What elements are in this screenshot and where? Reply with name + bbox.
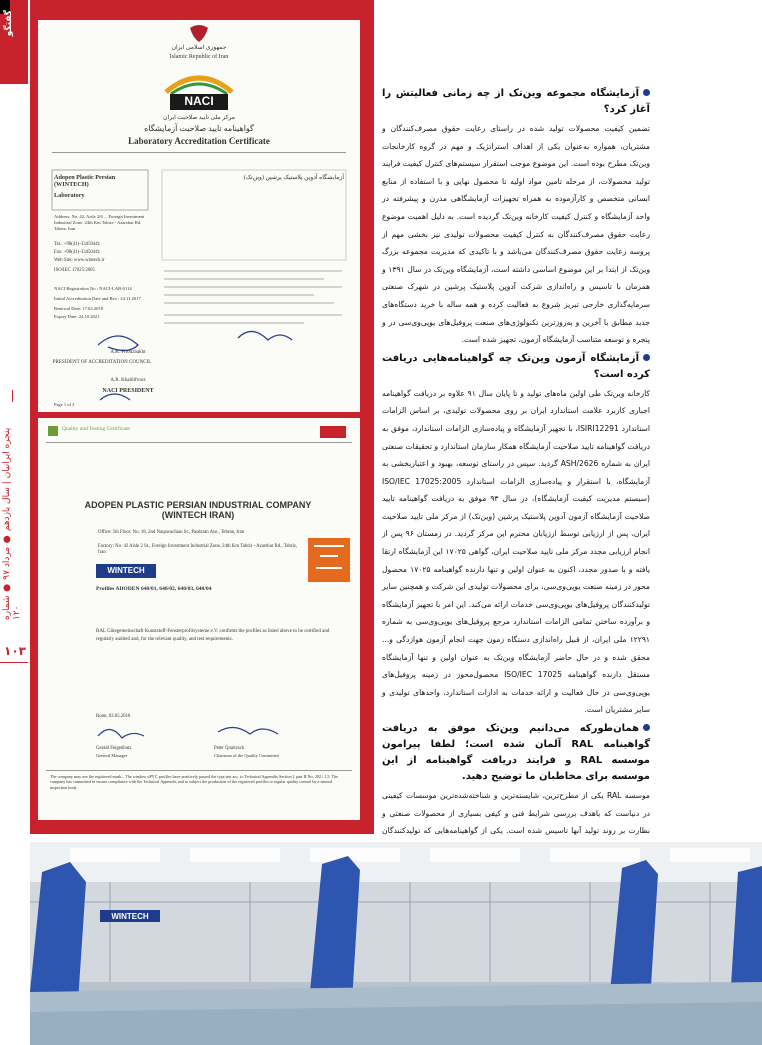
cert2-sig-left: Gerald Feigenbutz (96, 746, 132, 751)
ral-seal-icon (308, 538, 350, 582)
cert1-signer1: A.K. Firouzbakht (110, 350, 146, 355)
cert2-date: Bonn, 02.05.2018 (96, 714, 131, 719)
naci-certificate (38, 20, 360, 412)
naci-logo-text: NACI (184, 94, 214, 108)
cert2-sig-right-role: Chairman of the Quality Committee (214, 753, 279, 758)
cert1-renewal: Renewal Date: 17.02.2018 (54, 306, 103, 311)
cert1-reg-no: NACI Registration No.: NACI-LAB-0114 (54, 286, 132, 291)
cert1-faint-line (164, 270, 342, 272)
ral-logo-icon (48, 426, 58, 436)
section-tab (0, 0, 28, 84)
cert2-office: Office: 5th Floor, No. 18, 2nd Naqawachian St., Pasdaran Ave., Tehran, Iran (98, 530, 245, 535)
cert1-faint-line (164, 286, 342, 288)
cert2-footer: The company may use the registered mark... The window uPVC profiles have positively passed the type test acc. to Technical Appendix Section I, part II No. 202 / 1.5. The company has committed to ensure compliance with the Technical Appendix and to subject the production of the registered profiles to regular quality control by a neutral inspection body. (50, 774, 338, 790)
wintech-sign-text: WINTECH (111, 912, 149, 921)
cert1-rule (52, 152, 346, 153)
question-3 (382, 721, 650, 785)
bullet-icon (643, 89, 650, 96)
answer-3: موسسه RAL یکی از مطرح‌ترین، شایسته‌ترین و شناخته‌شده‌ترین موسسات کیفیتی در دنیاست که باهدف بررسی شرایط فنی و کیفی بسیاری از محصولات صنعتی و نظارت بر روند تولید آنها تاسیس شده است. یکی از گواهینامه‌هایی که تولیدکنندگان (382, 791, 650, 836)
lab-box-fa (162, 170, 346, 260)
bullet-icon (643, 354, 650, 361)
answer-1: تضمین کیفیت محصولات تولید شده در راستای رعایت حقوق مصرف‌کنندگان و مشتریان، همواره به‌عنوان یکی از اهداف استراتژیک و مهم در گروه کارخانجات وین‌تک مطرح بوده است. این موضوع موجب استقرار سیستم‌های کنترل کیفیت فرایند تولید محصولات، از مرحله تامین مواد اولیه تا محصول نهایی و با استفاده از منابع انسانی متخصص و کارآزموده به همراه تجهیزات آزمایشگاهی مدرن و پیشرفته در واحد آزمایشگاه و کنترل کیفیت کارخانه وین‌تک گردیده است. به دلیل اهمیت موضوع رعایت حقوق مصرف‌کنندگان به کنترل کیفیت محصولات تولیدی نیز بخشی مهم از پروسه رعایت حقوق مصرف‌کنندگان می‌باشد و با تاکیدی که مدیریت مجموعه بزرگ وین‌تک از ابتدا بر این موضوع اساسی داشته است، آزمایشگاه وین‌تک در سال ۱۳۹۱ و همزمان با تاسیس و راه‌اندازی شرکت آدوپن پلاستیک پرشین در شهرک صنعتی سرمایه‌گذاری خارجی تبریز شروع به فعالیت کرده و همه ساله با خرید دستگاه‌های جدید مطابق با آخرین و به‌روزترین تکنولوژی‌های صنعت پروفیل‌های یوپی‌وی‌سی در و پنجره و توسعه متناسب آزمایشگاه آزمون، تجهیز شده است. (382, 124, 650, 345)
cert1-lab-name: Adopen Plastic Persian (WINTECH) (54, 174, 116, 188)
cert1-lab-word: Laboratory (54, 192, 85, 199)
signature-2 (238, 331, 292, 340)
certificates-panel (30, 0, 374, 834)
cert2-rule (46, 442, 352, 443)
divider (12, 390, 13, 402)
cert1-initial-date: Initial Accreditation Date and Rev.: 24.11.2017 (54, 296, 141, 301)
cert1-lab-name-fa: آزمایشگاه آدوپن پلاستیک پرشین (وین‌تک) (243, 175, 344, 181)
section-tag: گفتگو (4, 10, 14, 37)
cert2-factory: Factory: No. 42 Aisle 2 St., Foreign Investment Industrial Zone, 24th Km Tabriz - Azarshar Rd., Tabriz, Iran (98, 544, 298, 555)
cert1-faint-line (164, 294, 314, 296)
signature-3 (100, 394, 130, 400)
cert2-brand: WINTECH (107, 566, 145, 575)
cert1-fax: Fax: +98(41)-33450441 (54, 250, 101, 255)
cert2-sig-right: Peter Quaitzsch (214, 746, 245, 751)
cert1-title-fa: گواهینامه تایید صلاحیت آزمایشگاه (144, 124, 254, 133)
cert1-signer2: A.R. Khalilifrooz (110, 378, 146, 383)
cert1-faint-line (164, 314, 342, 316)
question-1 (382, 86, 650, 118)
cert1-republic-fa: جمهوری اسلامی ایران (171, 45, 227, 51)
question-2 (382, 351, 650, 383)
question-3-text: همان‌طورکه می‌دانیم وین‌تک موفق به دریافت گواهینامه RAL آلمان شده است؛ لطفا پیرامون موسسه RAL و فرایند دریافت گواهینامه از این موسسه برای مخاطبان ما توضیح دهید. (382, 723, 651, 782)
magazine-info: پنجره ایرانیان | سال یازدهم ● مرداد ۹۷ ● شماره ۱۲۰ (2, 427, 22, 620)
cert1-signer1-role: NACI PRESIDENT (102, 388, 154, 394)
factory-photo (30, 842, 762, 1045)
cert2-company-title: ADOPEN PLASTIC PERSIAN INDUSTRIAL COMPANY (WINTECH IRAN) (84, 500, 312, 520)
cert1-web: Web Site: www.wintech.ir (54, 258, 105, 263)
side-strip (0, 0, 28, 1045)
cert1-standard: ISO/IEC 17025:2005 (54, 268, 95, 273)
cert1-title-en: Laboratory Accreditation Certificate (128, 136, 270, 146)
cert1-faint-line (164, 302, 334, 304)
ral-certificate-graphics (38, 418, 360, 820)
page-number-rule (0, 662, 28, 663)
cert2-body: RAL Gütegemeinschaft Kunststoff-Fensterprofilsysteme e.V. confirms the profiles as listed above to be certified and regularly audited and, for the relevant quality, and test requirements. (96, 629, 330, 642)
cert2-sig-left-role: General Manager (96, 753, 128, 758)
answer-2: کارخانه وین‌تک طی اولین ماه‌های تولید و تا پایان سال ۹۱ علاوه بر دریافت گواهینامه اجباری کاربرد علامت استاندارد ایران بر روی محصولات تولیدی، بر اساس الزامات استاندارد ISIRI12291، با تجهیز آزمایشگاه و پیاده‌سازی الزامات استاندارد، موفق به دریافت گواهینامه تایید صلاحیت آزمایشگاه همکار سازمان استاندارد و تحقیقات صنعتی ایران به شماره ASH/2626 گردید. سپس در راستای توسعه، بهبود و اعتباربخشی به آزمایشگاه، با استقرار و پیاده‌سازی الزامات استاندارد ISO/IEC 17025:2005 (سیستم مدیریت کیفیت آزمایشگاه)، در سال ۹۳ موفق به دریافت گواهینامه تایید صلاحیت آزمایشگاه آزمون آدوپن پلاستیک پرشین (وین‌تک) از مرکز ملی تایید صلاحیت ایران، پس از ارزیابی توسط ارزیابان محترم این مرکز گردید. در زمستان ۹۶ پس از انجام ارزیابی مجدد مرکز ملی تایید صلاحیت ایران، گواهی ۱۷۰۲۵ این آزمایشگاه ارتقا یافته و با صدور مجدد، اکنون به عنوان اولین و تنها دارنده گواهینامه ۱۷۰۲۵ محصول محور در زمینه صنعت یوپی‌وی‌سی، برای محصولات تولیدی این شرکت و همچنین سایر تولیدکنندگان پروفیل‌های یوپی‌وی‌سی خدمات ارائه می‌کند. این امر با تجهیز آزمایشگاه و برآورده ساختن تمامی الزامات استاندارد مرجع پروفیل‌های یوپی‌وی‌سی به شماره ۱۲۲۹۱ ملی ایران، از قبیل راه‌اندازی دستگاه زمون جهت انجام آزمون هوازدگی و... محقق شده و در حال حاضر آزمایشگاه وین‌تک به عنوان اولین و تنها آزمایشگاه مستقل دارنده گواهینامه ISO/IEC 17025 محصول‌محور در زمینه پروفیل‌های یوپی‌وی‌سی در حال فعالیت و ارائه خدمات به ادارات استاندارد، واحدهای تولیدی و سایر مشتریان است. (382, 388, 651, 715)
cert2-header: Quality and Testing Certificate (62, 426, 130, 432)
cert1-republic-en: Islamic Republic of Iran (169, 54, 229, 60)
cert1-council: PRESIDENT OF ACCREDITATION COUNCIL (52, 360, 152, 365)
iran-emblem-icon (190, 25, 208, 42)
bullet-icon (643, 724, 650, 731)
ral-certificate (38, 418, 360, 820)
cert1-faint-line (164, 278, 324, 280)
question-1-text: آزمایشگاه مجموعه وین‌تک از چه زمانی فعالیتش را آغاز کرد؟ (382, 88, 650, 115)
cert2-profiles: Profiles ADODEN 640/01, 640/02, 640/03, 640/04 (96, 586, 212, 592)
signature-1 (98, 336, 138, 351)
ral-mark-icon (320, 426, 346, 438)
factory-photo-graphics (30, 842, 762, 1045)
signature-right (218, 727, 278, 734)
cert1-faint-line (164, 322, 304, 324)
cert2-footer-rule (46, 770, 352, 771)
cert1-expiry: Expiry Date: 24.10.2021 (54, 314, 100, 319)
cert1-address: Address: No. 42, Aisle 2/6 ... Foreign Investment Industrial Zone, 24th Km Tabriz - Azarshar Rd, Tabriz, Iran (54, 214, 145, 231)
cert1-tel: Tel.: +98(41)-33450441 (54, 242, 101, 247)
question-2-text: آزمایشگاه آزمون وین‌تک چه گواهینامه‌هایی دریافت کرده است؟ (382, 352, 650, 380)
signature-left (98, 729, 144, 738)
article (382, 84, 650, 893)
cert1-national-center: مرکز ملی تایید صلاحیت ایران (163, 115, 235, 121)
cert1-page-mark: Page 1 of 3 (54, 402, 75, 407)
page-number: ۱۰۳ (4, 644, 26, 658)
